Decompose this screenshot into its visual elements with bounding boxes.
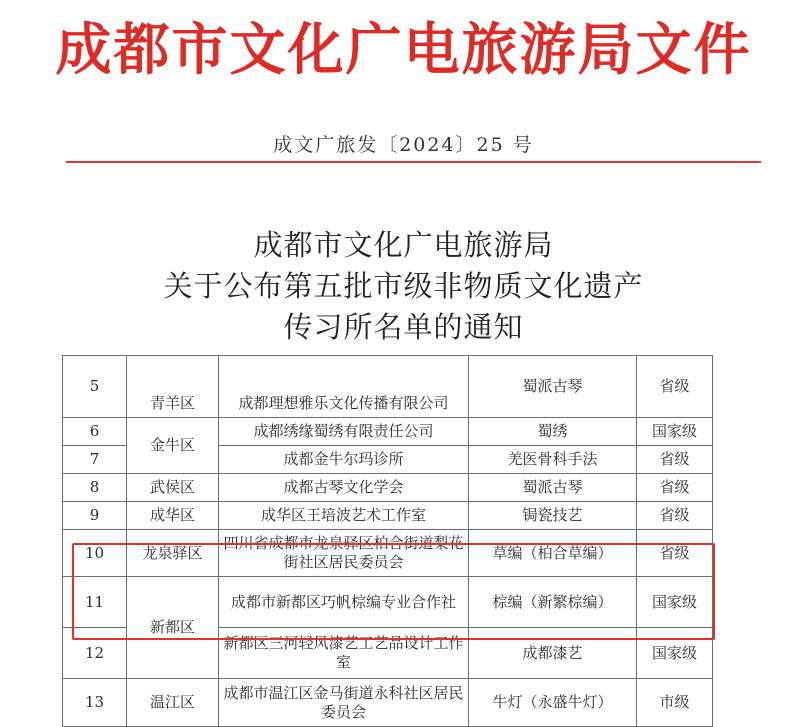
project-cell: 羌医骨科手法 (469, 446, 637, 474)
project-cell: 锔瓷技艺 (469, 502, 637, 530)
district-cell: 温江区 (127, 679, 219, 727)
notice-title-line-2: 关于公布第五批市级非物质文化遗产 (163, 269, 644, 303)
district-cell: 新都区 (127, 577, 219, 679)
notice-title-line-1: 成都市文化广电旅游局 (253, 228, 554, 262)
row-number-cell: 11 (63, 577, 127, 628)
project-cell: 蜀绣 (469, 418, 637, 446)
project-cell: 牛灯（永盛牛灯） (469, 679, 637, 727)
project-cell: 蜀派古琴 (469, 356, 637, 418)
district-label: 青羊区 (149, 394, 195, 412)
row-number-cell: 9 (63, 502, 127, 530)
notice-title (0, 225, 807, 348)
unit-cell: 新都区三河轻风漆艺工艺品设计工作室 (219, 628, 469, 679)
notice-title-line-3: 传习所名单的通知 (283, 310, 524, 344)
unit-cell: 成都绣缘蜀绣有限责任公司 (219, 418, 469, 446)
document-header-title: 成都市文化广电旅游局文件 (55, 17, 752, 83)
level-cell: 国家级 (637, 418, 713, 446)
row-number-cell: 10 (63, 530, 127, 577)
unit-cell: 成华区王培波艺术工作室 (219, 502, 469, 530)
unit-cell: 成都市新都区巧帆棕编专业合作社 (219, 577, 469, 628)
row-number-cell: 12 (63, 628, 127, 679)
unit-cell: 四川省成都市龙泉驿区柏合街道梨花街社区居民委员会 (219, 530, 469, 577)
level-cell: 市级 (637, 679, 713, 727)
table-row (63, 356, 713, 418)
district-cell (127, 356, 219, 418)
table-row (63, 474, 713, 502)
row-number-cell: 8 (63, 474, 127, 502)
level-cell: 省级 (637, 474, 713, 502)
level-cell: 国家级 (637, 577, 713, 628)
table-row (63, 418, 713, 446)
table-row (63, 502, 713, 530)
level-cell: 省级 (637, 502, 713, 530)
level-cell: 省级 (637, 530, 713, 577)
district-cell: 成华区 (127, 502, 219, 530)
district-cell: 金牛区 (127, 418, 219, 474)
project-cell: 蜀派古琴 (469, 474, 637, 502)
level-cell: 省级 (637, 446, 713, 474)
red-divider-rule (66, 161, 761, 163)
heritage-table-container (62, 355, 712, 721)
document-number: 成文广旅发〔2024〕25 号 (273, 134, 534, 156)
unit-cell: 成都古琴文化学会 (219, 474, 469, 502)
project-cell: 棕编（新繁棕编） (469, 577, 637, 628)
highlight-box-xindu-rows (72, 543, 715, 640)
heritage-table (62, 355, 713, 727)
project-cell: 草编（柏合草编） (469, 530, 637, 577)
unit-cell: 成都金牛尔玛诊所 (219, 446, 469, 474)
project-cell: 成都漆艺 (469, 628, 637, 679)
unit-cell: 成都理想雅乐文化传播有限公司 (219, 356, 469, 418)
row-number-cell: 13 (63, 679, 127, 727)
row-number-cell: 5 (63, 356, 127, 418)
district-cell: 龙泉驿区 (127, 530, 219, 577)
row-number-cell: 7 (63, 446, 127, 474)
district-cell: 武侯区 (127, 474, 219, 502)
level-cell: 国家级 (637, 628, 713, 679)
unit-cell: 成都市温江区金马街道永科社区居民委员会 (219, 679, 469, 727)
row-number-cell: 6 (63, 418, 127, 446)
table-row (63, 679, 713, 727)
level-cell: 省级 (637, 356, 713, 418)
